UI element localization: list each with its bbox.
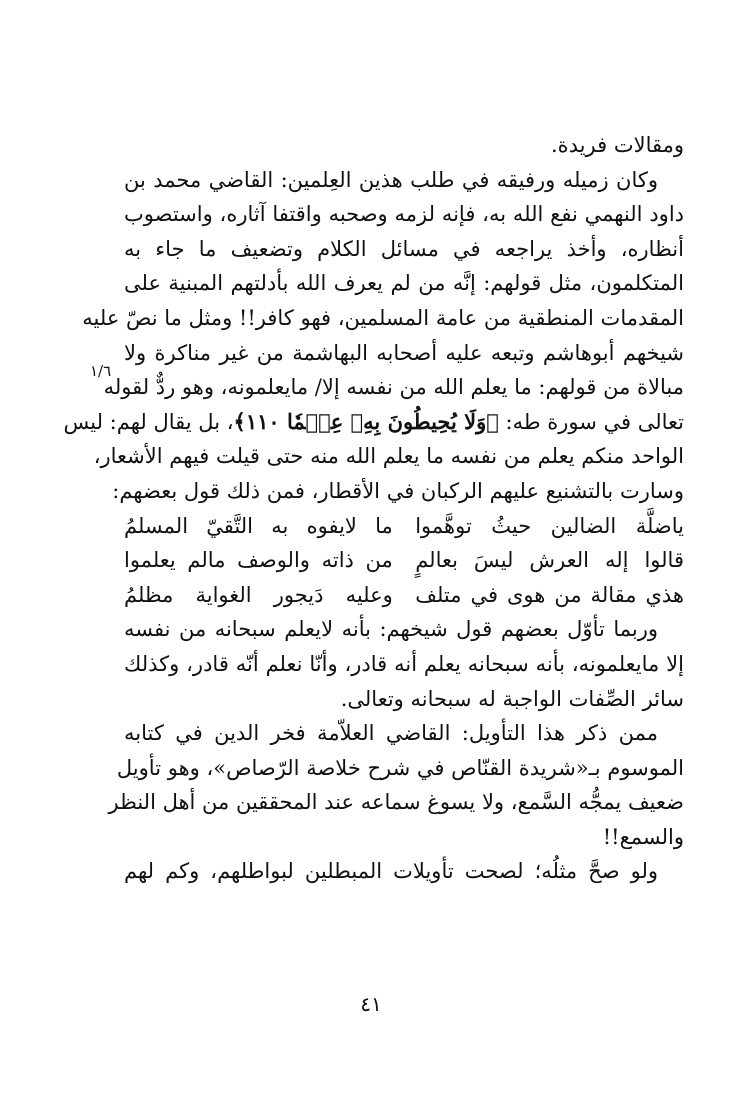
poem-first-hemistich: قالوا إله العرش ليسَ بعالمٍ (415, 548, 684, 573)
text-line: وسارت بالتشنيع عليهم الركبان في الأقطار، فمن ذلك قول بعضهم: (112, 478, 684, 503)
text-line: والسمع!! (602, 824, 684, 849)
poem-second-hemistich: وعليه دَيجور الغواية مظلمُ (124, 582, 393, 607)
text-line: داود النهمي نفع الله به، فإنه لزمه وصحبه واقتفا آثاره، واستصوب (124, 202, 684, 227)
margin-note: ١/٦ (90, 362, 112, 380)
text-line: الواحد منكم يعلم من نفسه ما يعلم الله منه حتى قيلت فيهم الأشعار، (93, 444, 684, 469)
text-line: ومقالات فريدة. (550, 133, 684, 157)
poem-verse (124, 578, 684, 613)
text-line: مبالاة من قولهم: ما يعلم الله من نفسه إلا/ مايعلمونه، وهو ردٌّ لقوله (103, 375, 684, 400)
poem-verse (124, 543, 684, 578)
text-line: ضعيف يمجُّه السَّمع، ولا يسوغ سماعه عند المحققين من أهل النظر (108, 790, 684, 815)
poem-second-hemistich: من ذاته والوصف مالم يعلموا (124, 548, 393, 573)
text-line: ممن ذكر هذا التأويل: القاضي العلاّمة فخر الدين في كتابه (124, 721, 658, 746)
poem-first-hemistich: هذي مقالة من هوى في متلف (415, 582, 684, 607)
poem-second-hemistich: ما لايفوه به التَّقيّ المسلمُ (124, 513, 393, 538)
text-line: الموسوم بـ«شريدة القنّاص في شرح خلاصة الرّصاص»، وهو تأويل (116, 755, 684, 780)
text-line: ولو صحَّ مثلُه؛ لصحت تأويلات المبطلين لبواطلهم، وكم لهم (124, 859, 658, 884)
text-line: سائر الصِّفات الواجبة له سبحانه وتعالى. (340, 686, 684, 711)
poem-verse (124, 509, 684, 544)
text-fragment: تعالى في سورة طه: (498, 409, 684, 434)
quran-verse-line (63, 405, 684, 440)
text-line: إلا مايعلمونه، بأنه سبحانه يعلم أنه قادر، وأنّا نعلم أنّه قادر، وكذلك (124, 651, 684, 676)
quran-verse: ﴿وَلَا يُحِيطُونَ بِهِۦ عِلۡمٗا ١١٠﴾ (233, 408, 499, 434)
text-line: المقدمات المنطقية من عامة المسلمين، فهو كافر!! ومثل ما نصّ عليه (82, 305, 684, 330)
poem-first-hemistich: ياضلَّة الضالين حيثُ توهَّموا (415, 513, 684, 538)
text-line: المتكلمون، مثل قولهم: إنَّه من لم يعرف الله بأدلتهم المبنية على (124, 271, 684, 296)
text-line: وربما تأوّل بعضهم قول شيخهم: بأنه لايعلم سبحانه من نفسه (124, 617, 658, 642)
page-number: ٤١ (360, 992, 382, 1016)
text-line: شيخهم أبوهاشم وتبعه عليه أصحابه البهاشمة من غير مناكرة ولا (124, 340, 684, 365)
text-fragment: ، بل يقال لهم: ليس (63, 409, 234, 434)
text-line: أنظاره، وأخذ يراجعه في مسائل الكلام وتضعيف ما جاء به (124, 236, 684, 261)
text-line: وكان زميله ورفيقه في طلب هذين العِلمين: القاضي محمد بن (124, 167, 658, 192)
